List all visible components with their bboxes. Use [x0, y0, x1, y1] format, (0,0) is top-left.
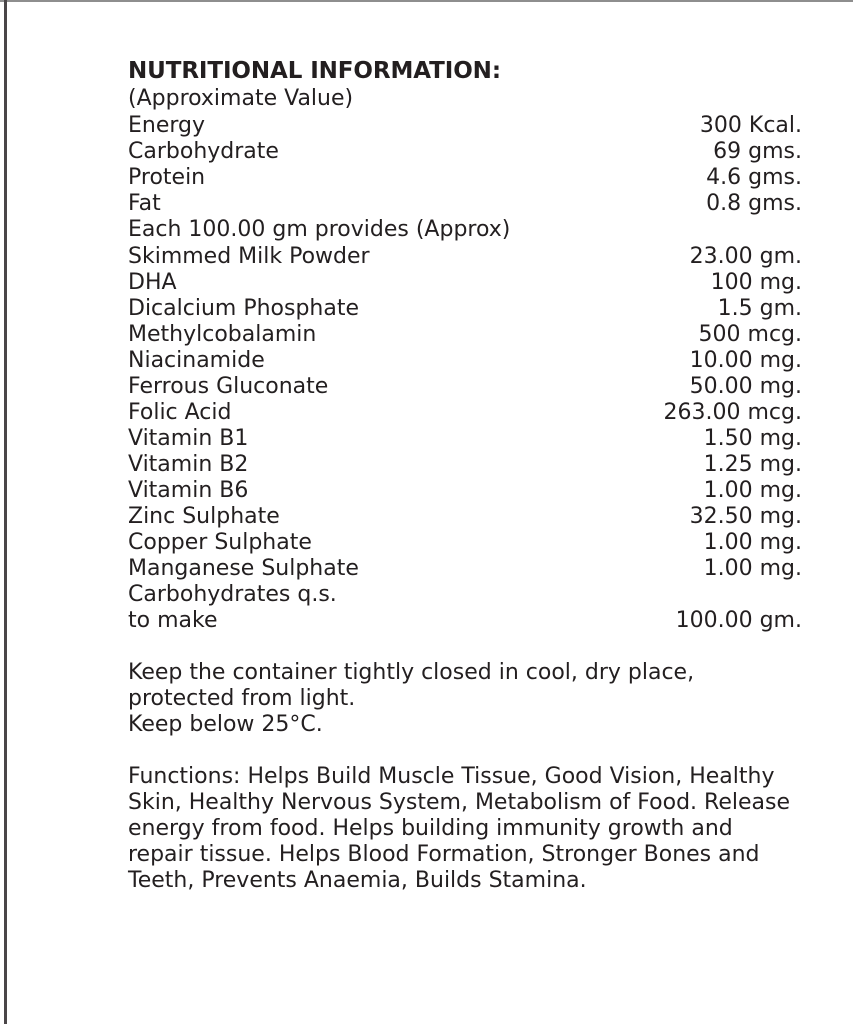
- nutrient-row: [128, 530, 802, 556]
- nutrient-name: Manganese Sulphate: [128, 556, 359, 581]
- nutrient-row: [128, 348, 802, 374]
- nutrition-facts-table: [128, 113, 802, 217]
- nutrient-name: Carbohydrate: [128, 139, 279, 164]
- nutrient-row: [128, 296, 802, 322]
- nutrient-value: 1.00 mg.: [703, 556, 802, 581]
- nutrient-value: 263.00 mcg.: [663, 400, 802, 425]
- nutrient-row: [128, 504, 802, 530]
- nutrient-value: 10.00 mg.: [689, 348, 802, 373]
- spacer: [128, 738, 802, 764]
- storage-instructions: Keep the container tightly closed in cool, dry place, protected from light.: [128, 660, 695, 711]
- nutrient-row: [128, 113, 802, 139]
- nutrient-row: [128, 165, 802, 191]
- page-title: NUTRITIONAL INFORMATION:: [128, 58, 501, 84]
- nutrient-name: Zinc Sulphate: [128, 504, 280, 529]
- nutrient-name: Vitamin B6: [128, 478, 249, 503]
- nutrient-value: 32.50 mg.: [689, 504, 802, 529]
- nutrient-value: 23.00 gm.: [689, 244, 802, 269]
- nutrient-name: Vitamin B1: [128, 426, 249, 451]
- nutrient-row: [128, 608, 802, 634]
- nutrient-name: Ferrous Gluconate: [128, 374, 329, 399]
- nutrient-value: 100.00 gm.: [675, 608, 802, 633]
- nutrient-value: 500 mcg.: [698, 322, 802, 347]
- functions-description: Functions: Helps Build Muscle Tissue, Good Vision, Healthy Skin, Healthy Nervous System, Metabolism of Food. Release energy from food. Helps building immunity growth and repair tissue. Helps Blood Formation, Stronger Bones and Teeth, Prevents Anaemia, Builds Stamina.: [128, 764, 790, 893]
- nutrient-row: [128, 556, 802, 582]
- nutrient-value: 1.00 mg.: [703, 530, 802, 555]
- nutrient-name: Protein: [128, 165, 206, 190]
- nutrient-row: [128, 426, 802, 452]
- nutrient-row: [128, 244, 802, 270]
- nutrient-value: 50.00 mg.: [689, 374, 802, 399]
- nutrient-value: 1.00 mg.: [703, 478, 802, 503]
- spacer: [128, 634, 802, 660]
- composition-heading: Each 100.00 gm provides (Approx): [128, 217, 511, 242]
- temperature-instruction: Keep below 25°C.: [128, 712, 323, 737]
- nutrient-value: 1.5 gm.: [717, 296, 802, 321]
- nutrient-name: Dicalcium Phosphate: [128, 296, 359, 321]
- nutrient-value: 4.6 gms.: [706, 165, 802, 190]
- nutrient-name: Carbohydrates q.s.: [128, 582, 337, 607]
- nutrient-name: Energy: [128, 113, 206, 138]
- nutrient-value: 1.50 mg.: [703, 426, 802, 451]
- nutrient-name: Vitamin B2: [128, 452, 249, 477]
- nutrient-row: [128, 452, 802, 478]
- nutrient-row: [128, 191, 802, 217]
- composition-table: [128, 244, 802, 634]
- nutrient-row: [128, 478, 802, 504]
- nutrient-value: 0.8 gms.: [706, 191, 802, 216]
- nutrient-row: [128, 582, 802, 608]
- nutrient-name: Copper Sulphate: [128, 530, 312, 555]
- nutrient-name: Niacinamide: [128, 348, 265, 373]
- nutrient-name: to make: [128, 608, 218, 633]
- nutrient-row: [128, 374, 802, 400]
- nutrient-name: Skimmed Milk Powder: [128, 244, 370, 269]
- nutrient-row: [128, 322, 802, 348]
- nutrient-name: Fat: [128, 191, 161, 216]
- nutrient-row: [128, 139, 802, 165]
- approximate-value-subtitle: (Approximate Value): [128, 86, 354, 111]
- nutrient-value: 100 mg.: [710, 270, 802, 295]
- nutrient-value: 69 gms.: [713, 139, 802, 164]
- nutrient-name: DHA: [128, 270, 177, 295]
- nutrient-name: Methylcobalamin: [128, 322, 317, 347]
- nutrient-value: 300 Kcal.: [699, 113, 802, 138]
- nutrient-name: Folic Acid: [128, 400, 232, 425]
- nutrient-row: [128, 400, 802, 426]
- nutrient-row: [128, 270, 802, 296]
- nutrient-value: 1.25 mg.: [703, 452, 802, 477]
